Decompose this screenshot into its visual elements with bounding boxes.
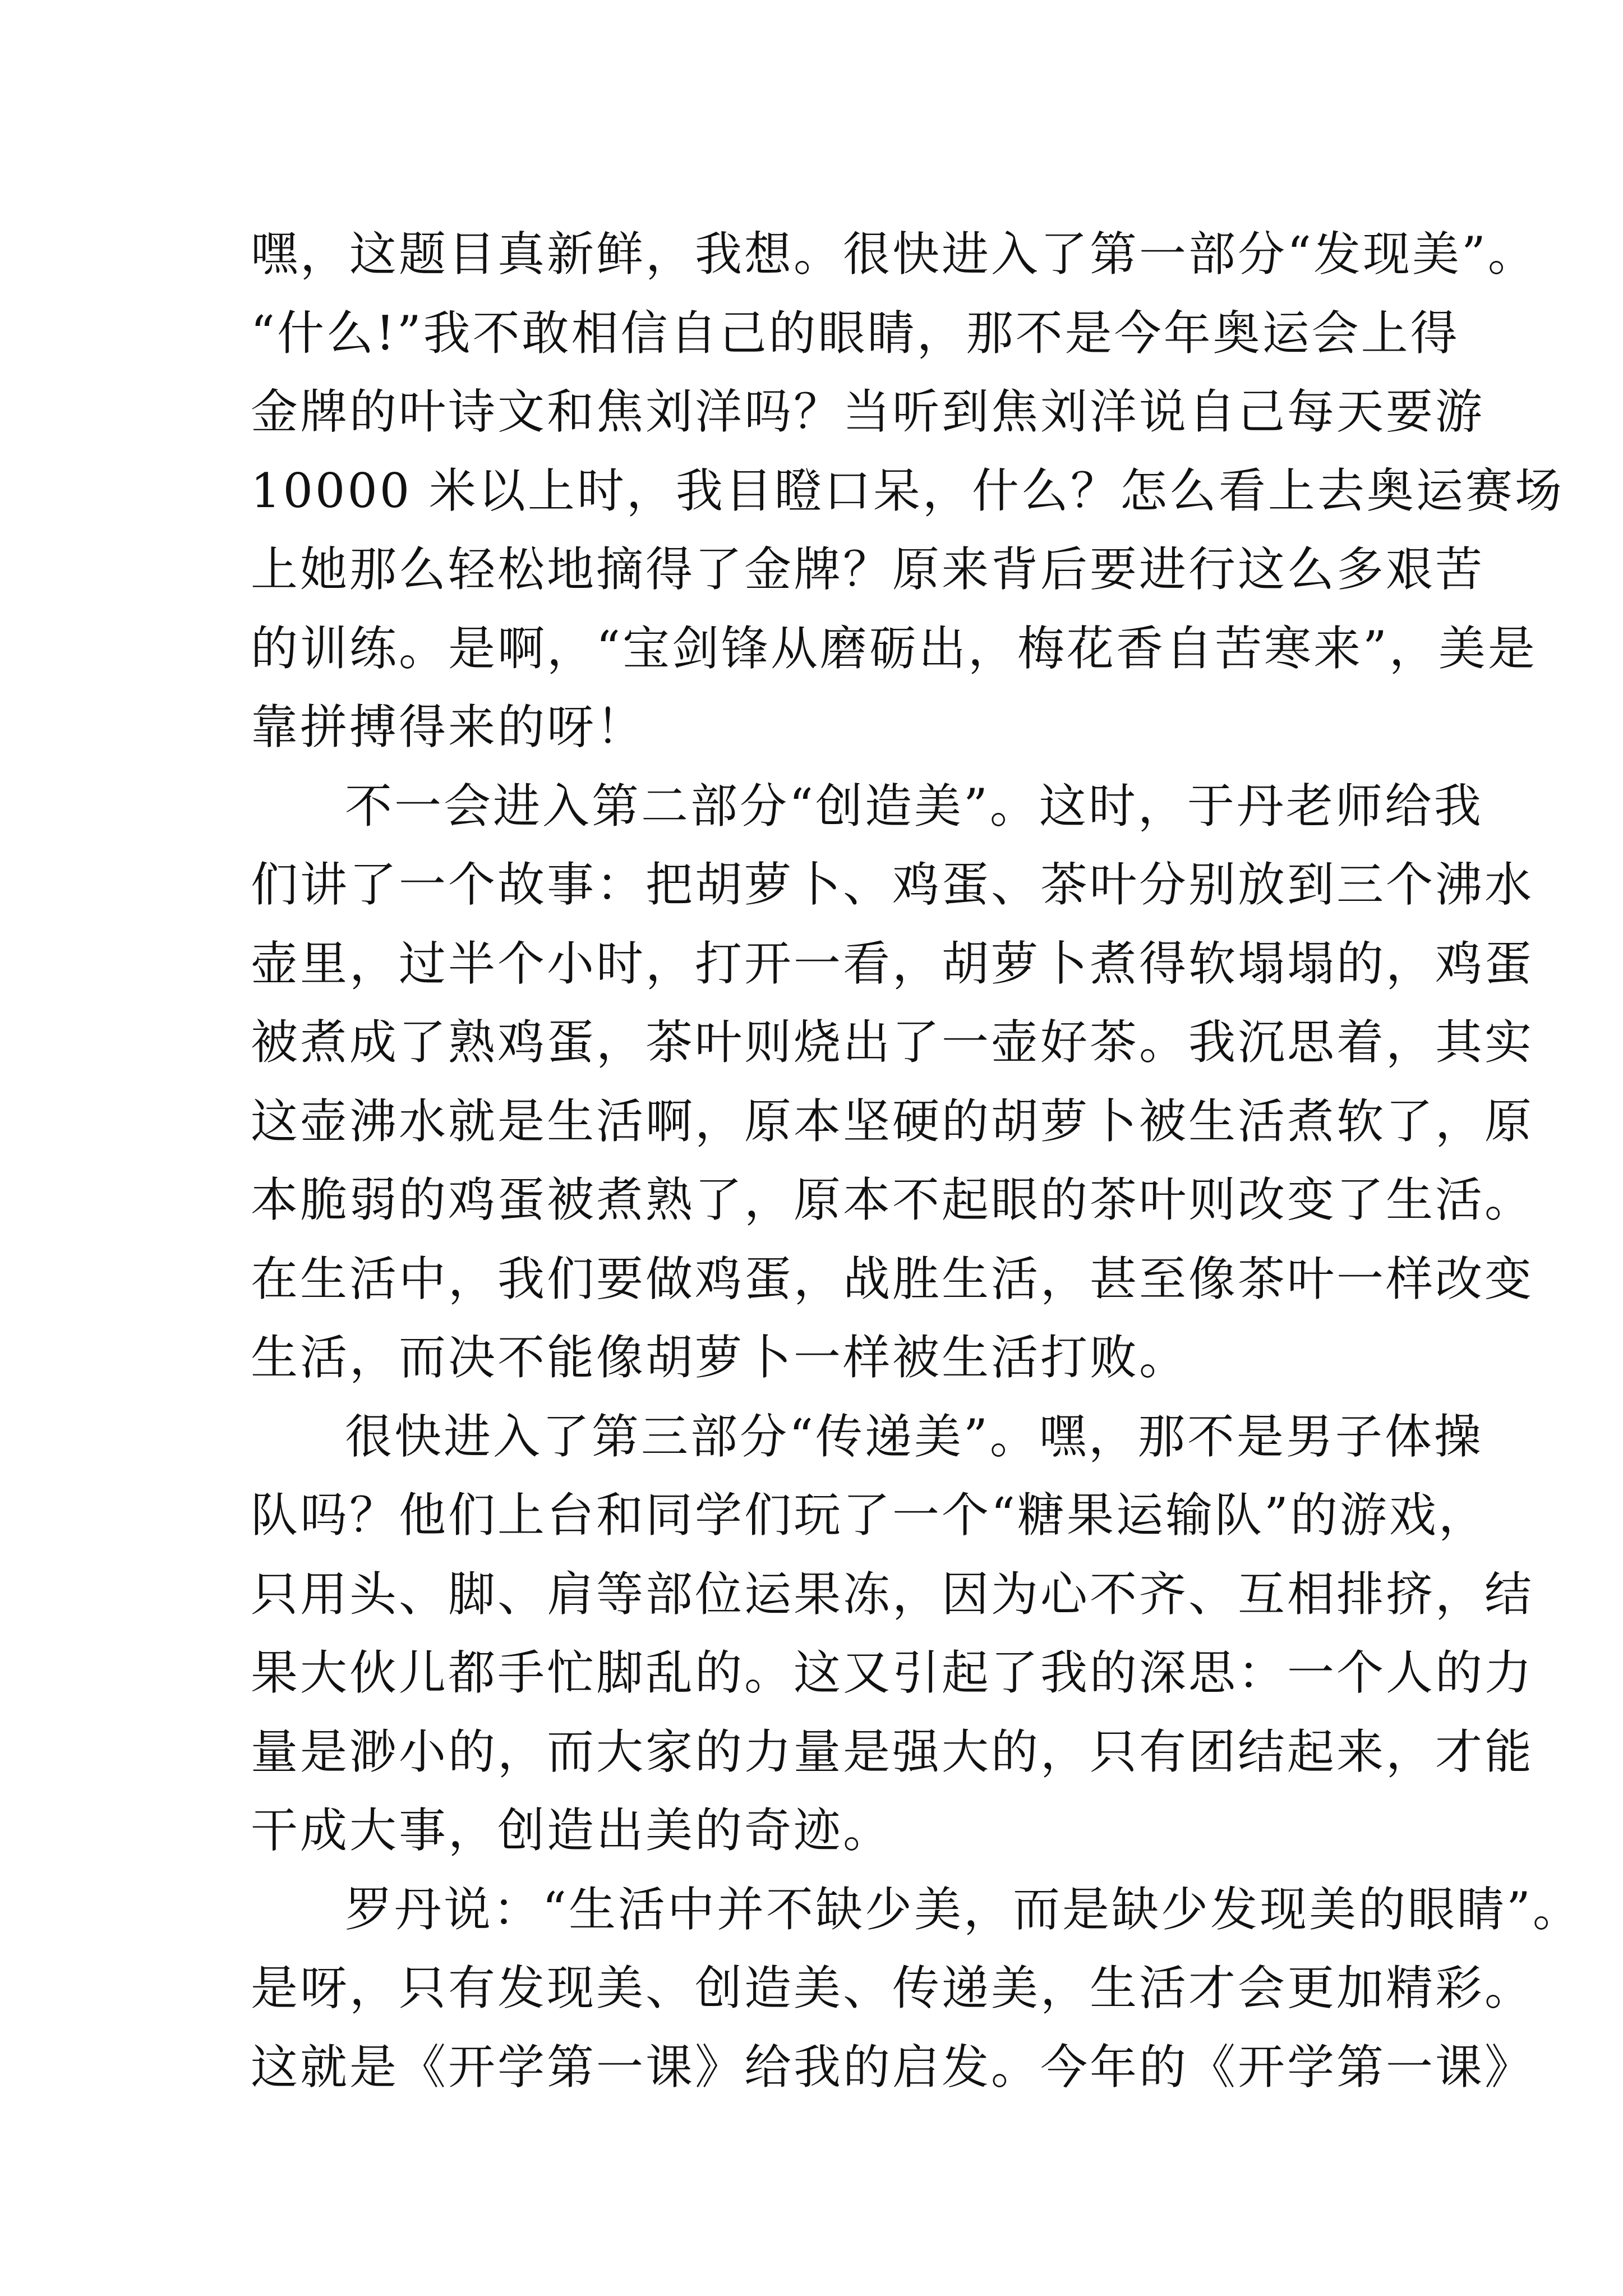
text-line: 生活，而决不能像胡萝卜一样被生活打败。: [251, 1330, 1189, 1385]
text-line: 上她那么轻松地摘得了金牌？原来背后要进行这么多艰苦: [251, 542, 1485, 597]
text-line: “什么!”我不敢相信自己的眼睛，那不是今年奥运会上得: [251, 305, 1460, 361]
text-line: 量是渺小的，而大家的力量是强大的，只有团结起来，才能: [251, 1724, 1534, 1779]
text-line: 10000 米以上时，我目瞪口呆，什么？怎么看上去奥运赛场: [251, 463, 1564, 518]
text-line: 的训练。是啊，“宝剑锋从磨砺出，梅花香自苦寒来”，美是: [251, 620, 1537, 676]
text-line: 这就是《开学第一课》给我的启发。今年的《开学第一课》: [251, 2039, 1534, 2095]
text-line: 壶里，过半个小时，打开一看，胡萝卜煮得软塌塌的，鸡蛋: [251, 936, 1534, 991]
text-line: 只用头、脚、肩等部位运果冻，因为心不齐、互相排挤，结: [251, 1566, 1534, 1622]
text-line: 们讲了一个故事：把胡萝卜、鸡蛋、茶叶分别放到三个沸水: [251, 857, 1534, 912]
text-line: 这壶沸水就是生活啊，原本坚硬的胡萝卜被生活煮软了，原: [251, 1093, 1534, 1149]
text-line: 嘿，这题目真新鲜，我想。很快进入了第一部分“发现美”。: [251, 227, 1537, 282]
paragraph-first-line: 罗丹说：“生活中并不缺少美，而是缺少发现美的眼睛”。: [345, 1881, 1582, 1937]
text-line: 队吗？他们上台和同学们玩了一个“糖果运输队”的游戏，: [251, 1488, 1488, 1543]
essay-body: [251, 215, 1582, 2106]
text-line: 靠拼搏得来的呀！: [251, 700, 646, 754]
paragraph-first-line: 不一会进入第二部分“创造美”。这时，于丹老师给我: [345, 778, 1483, 834]
text-line: 果大伙儿都手忙脚乱的。这又引起了我的深思：一个人的力: [251, 1645, 1534, 1700]
text-line: 是呀，只有发现美、创造美、传递美，生活才会更加精彩。: [251, 1961, 1534, 2016]
text-line: 本脆弱的鸡蛋被煮熟了，原本不起眼的茶叶则改变了生活。: [251, 1172, 1534, 1227]
text-line: 在生活中，我们要做鸡蛋，战胜生活，甚至像茶叶一样改变: [251, 1251, 1534, 1306]
text-line: 干成大事，创造出美的奇迹。: [251, 1803, 893, 1858]
text-line: 被煮成了熟鸡蛋，茶叶则烧出了一壶好茶。我沉思着，其实: [251, 1015, 1534, 1070]
paragraph-first-line: 很快进入了第三部分“传递美”。嘿，那不是男子体操: [345, 1409, 1483, 1464]
text-line: 金牌的叶诗文和焦刘洋吗？当听到焦刘洋说自己每天要游: [251, 384, 1485, 439]
